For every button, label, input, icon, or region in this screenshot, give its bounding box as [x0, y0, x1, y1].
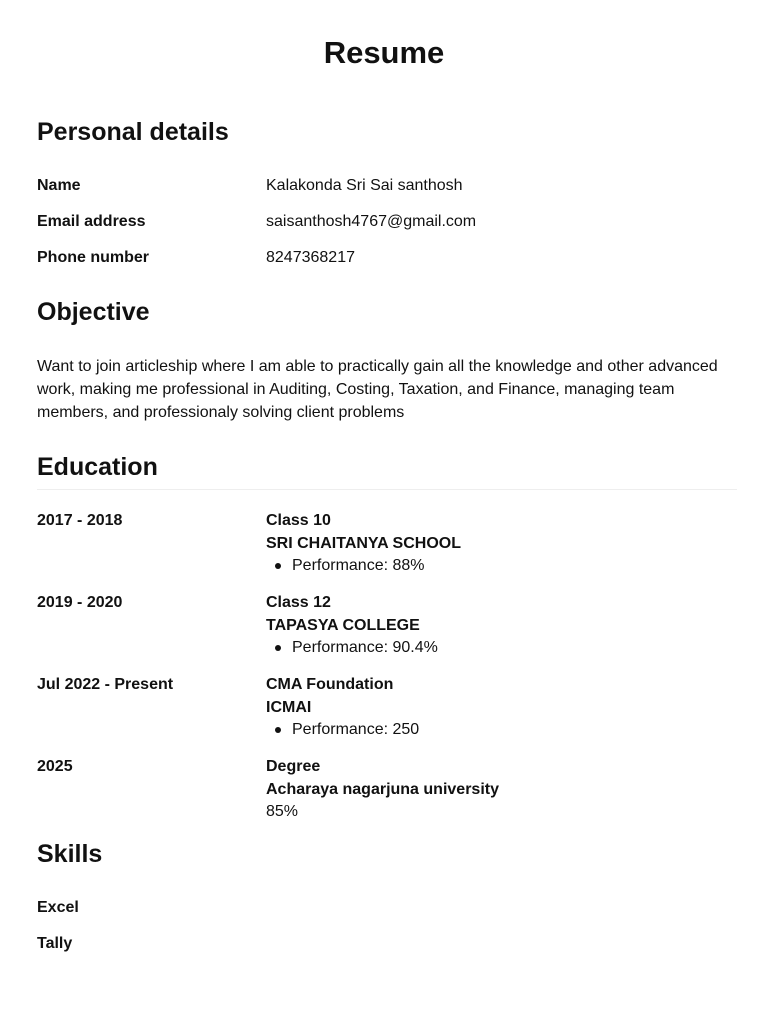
education-institution: TAPASYA COLLEGE	[266, 616, 420, 634]
education-heading: Education	[37, 453, 158, 481]
education-detail-text: 85%	[266, 803, 299, 820]
education-qualification: Class 10	[266, 512, 331, 529]
document-title: Resume	[323, 35, 445, 70]
name-value: Kalakonda Sri Sai santhosh	[266, 177, 463, 194]
objective-heading: Objective	[37, 298, 150, 326]
education-entry	[266, 674, 736, 742]
education-detail-text: Performance: 90.4%	[292, 639, 438, 656]
education-dates: 2025	[37, 758, 73, 775]
phone-value: 8247368217	[266, 249, 355, 266]
education-institution: SRI CHAITANYA SCHOOL	[266, 534, 461, 552]
education-detail	[266, 719, 736, 742]
education-entry	[266, 756, 736, 824]
education-institution: ICMAI	[266, 698, 312, 716]
bullet-icon	[275, 563, 281, 569]
bullet-icon	[275, 645, 281, 651]
objective-text: Want to join articleship where I am able to practically gain all the knowledge and other advanced work, making me professional in Auditing, Costing, Taxation, and Finance, managing team members, and professionaly solving client problems	[37, 358, 718, 421]
email-label: Email address	[37, 213, 146, 230]
education-qualification: CMA Foundation	[266, 676, 394, 693]
education-detail-text: Performance: 88%	[292, 557, 425, 574]
name-label: Name	[37, 177, 81, 194]
education-dates: 2017 - 2018	[37, 512, 123, 529]
bullet-icon	[275, 727, 281, 733]
education-entry	[266, 592, 736, 660]
education-dates: Jul 2022 - Present	[37, 676, 174, 693]
education-institution: Acharaya nagarjuna university	[266, 780, 499, 798]
education-qualification: Degree	[266, 758, 321, 775]
skill-item: Excel	[37, 899, 79, 916]
personal-details-heading: Personal details	[37, 118, 229, 146]
education-qualification: Class 12	[266, 594, 331, 611]
education-detail	[266, 637, 736, 660]
education-detail	[266, 555, 736, 578]
skill-item: Tally	[37, 935, 73, 952]
education-detail-text: Performance: 250	[292, 721, 420, 738]
section-divider	[37, 489, 737, 490]
email-value: saisanthosh4767@gmail.com	[266, 213, 477, 230]
education-entry	[266, 510, 736, 578]
education-dates: 2019 - 2020	[37, 594, 123, 611]
skills-heading: Skills	[37, 840, 103, 868]
phone-label: Phone number	[37, 249, 150, 266]
